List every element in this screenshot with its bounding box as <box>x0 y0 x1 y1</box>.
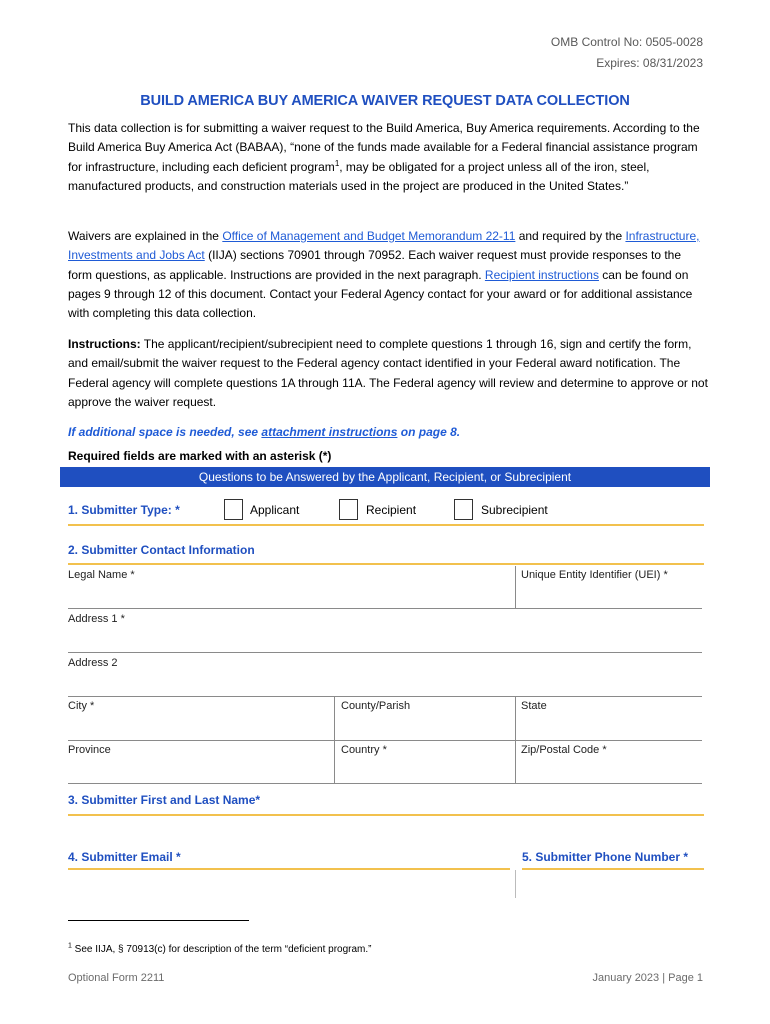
field-divider <box>334 741 335 783</box>
footnote <box>68 944 372 955</box>
intro-p2-b: and required by the <box>515 229 626 243</box>
intro-paragraph-2 <box>68 227 708 323</box>
subrecipient-label: Subrecipient <box>481 503 548 517</box>
section-banner: Questions to be Answered by the Applicant, Recipient, or Subrecipient <box>60 467 710 487</box>
field-divider <box>334 697 335 740</box>
omb-memo-link[interactable]: Office of Management and Budget Memorandum 22-11 <box>222 229 516 243</box>
intro-p2-d: can be found on pages 9 through 12 of this document. Contact your Federal Agency contact for your award or for additional assistance with completing this data collection. <box>68 267 693 321</box>
q1-underline <box>68 524 704 526</box>
submitter-phone-field[interactable] <box>522 868 704 870</box>
contact-info-label: 2. Submitter Contact Information <box>68 543 255 557</box>
submitter-name-label <box>68 793 260 807</box>
intro-p1-end: , may be obligated for a project unless all of the iron, steel, manufactured products, and construction materials used in the project are produced in the United States.” <box>68 159 650 193</box>
submitter-phone-text: 5. Submitter Phone Number <box>522 850 681 864</box>
attachment-instructions-link[interactable]: attachment instructions <box>261 425 398 439</box>
required-asterisk: * <box>680 850 689 864</box>
uei-label: Unique Entity Identifier (UEI) * <box>521 569 668 581</box>
field-divider <box>515 697 516 740</box>
required-asterisk: * <box>171 503 180 517</box>
province-row-field[interactable] <box>68 783 702 784</box>
required-asterisk: * <box>255 793 261 807</box>
recipient-instructions-link[interactable]: Recipient instructions <box>484 267 599 282</box>
applicant-label: Applicant <box>250 503 300 517</box>
state-label: State <box>521 700 547 712</box>
intro-p1-text: This data collection is for submitting a waiver request to the Build America, Buy America requirements. According to the Build America Buy America Act (BABAA), “none of the funds made available for a Federal financial assistance program for infrastructure, including each deficient program <box>68 121 700 174</box>
zip-label: Zip/Postal Code * <box>521 744 607 756</box>
legal-name-field[interactable] <box>68 608 702 609</box>
submitter-name-text: 3. Submitter First and Last Name <box>68 793 256 807</box>
instructions-text: The applicant/recipient/subrecipient need to complete questions 1 through 16, sign and certify the form, and email/submit the waiver request to the Federal agency contact identified in your Federal award notification. The Federal agency will complete questions 1A through 11A. The Federal agency will review and determine to approve or not approve the waiver request. <box>68 337 708 409</box>
additional-space-note <box>68 425 460 439</box>
additional-space-b: on page 8. <box>397 425 461 439</box>
submitter-type-label <box>68 503 180 517</box>
city-row-field[interactable] <box>68 740 702 741</box>
q2-underline <box>68 563 704 565</box>
province-label: Province <box>68 744 111 756</box>
expiration-date: Expires: 08/31/2023 <box>596 56 703 70</box>
instructions-heading: Instructions: <box>68 337 141 351</box>
submitter-name-field[interactable] <box>68 814 704 816</box>
country-label: Country * <box>341 744 387 756</box>
submitter-email-text: 4. Submitter Email <box>68 850 173 864</box>
footnote-separator <box>68 920 249 921</box>
address2-label: Address 2 <box>68 657 118 669</box>
omb-control-number: OMB Control No: 0505-0028 <box>550 35 703 49</box>
footnote-ref: 1 <box>334 158 340 168</box>
required-asterisk: * <box>172 850 181 864</box>
submitter-phone-label <box>522 850 688 864</box>
field-divider <box>515 741 516 783</box>
footnote-number: 1 <box>68 942 72 950</box>
intro-p2-c: (IIJA) sections 70901 through 70952. Each waiver request must provide responses to the form questions, as applicable. Instructions are provided in the next paragraph. <box>68 248 682 282</box>
city-label: City * <box>68 700 95 712</box>
additional-space-a: If additional space is needed, see <box>68 425 262 439</box>
instructions-paragraph <box>68 335 708 412</box>
iija-link[interactable]: Infrastructure, Investments and Jobs Act <box>68 229 700 263</box>
field-divider <box>515 870 516 898</box>
address1-field[interactable] <box>68 652 702 653</box>
recipient-checkbox[interactable] <box>339 499 358 520</box>
address1-label: Address 1 * <box>68 613 125 625</box>
submitter-type-text: 1. Submitter Type: <box>68 503 172 517</box>
page-info: January 2023 | Page 1 <box>592 972 703 984</box>
submitter-email-label <box>68 850 181 864</box>
footnote-text: See IIJA, § 70913(c) for description of the term “deficient program.” <box>71 944 372 955</box>
legal-name-label: Legal Name * <box>68 569 135 581</box>
form-number: Optional Form 2211 <box>68 972 165 984</box>
required-fields-note: Required fields are marked with an asterisk (*) <box>68 449 332 463</box>
recipient-label: Recipient <box>366 503 417 517</box>
submitter-email-field[interactable] <box>68 868 510 870</box>
subrecipient-checkbox[interactable] <box>454 499 473 520</box>
address2-field[interactable] <box>68 696 702 697</box>
applicant-checkbox[interactable] <box>224 499 243 520</box>
form-title: BUILD AMERICA BUY AMERICA WAIVER REQUEST DATA COLLECTION <box>140 93 630 109</box>
intro-p2-a: Waivers are explained in the <box>68 229 223 243</box>
intro-paragraph-1 <box>68 119 708 196</box>
county-label: County/Parish <box>341 700 411 712</box>
field-divider <box>515 566 516 609</box>
